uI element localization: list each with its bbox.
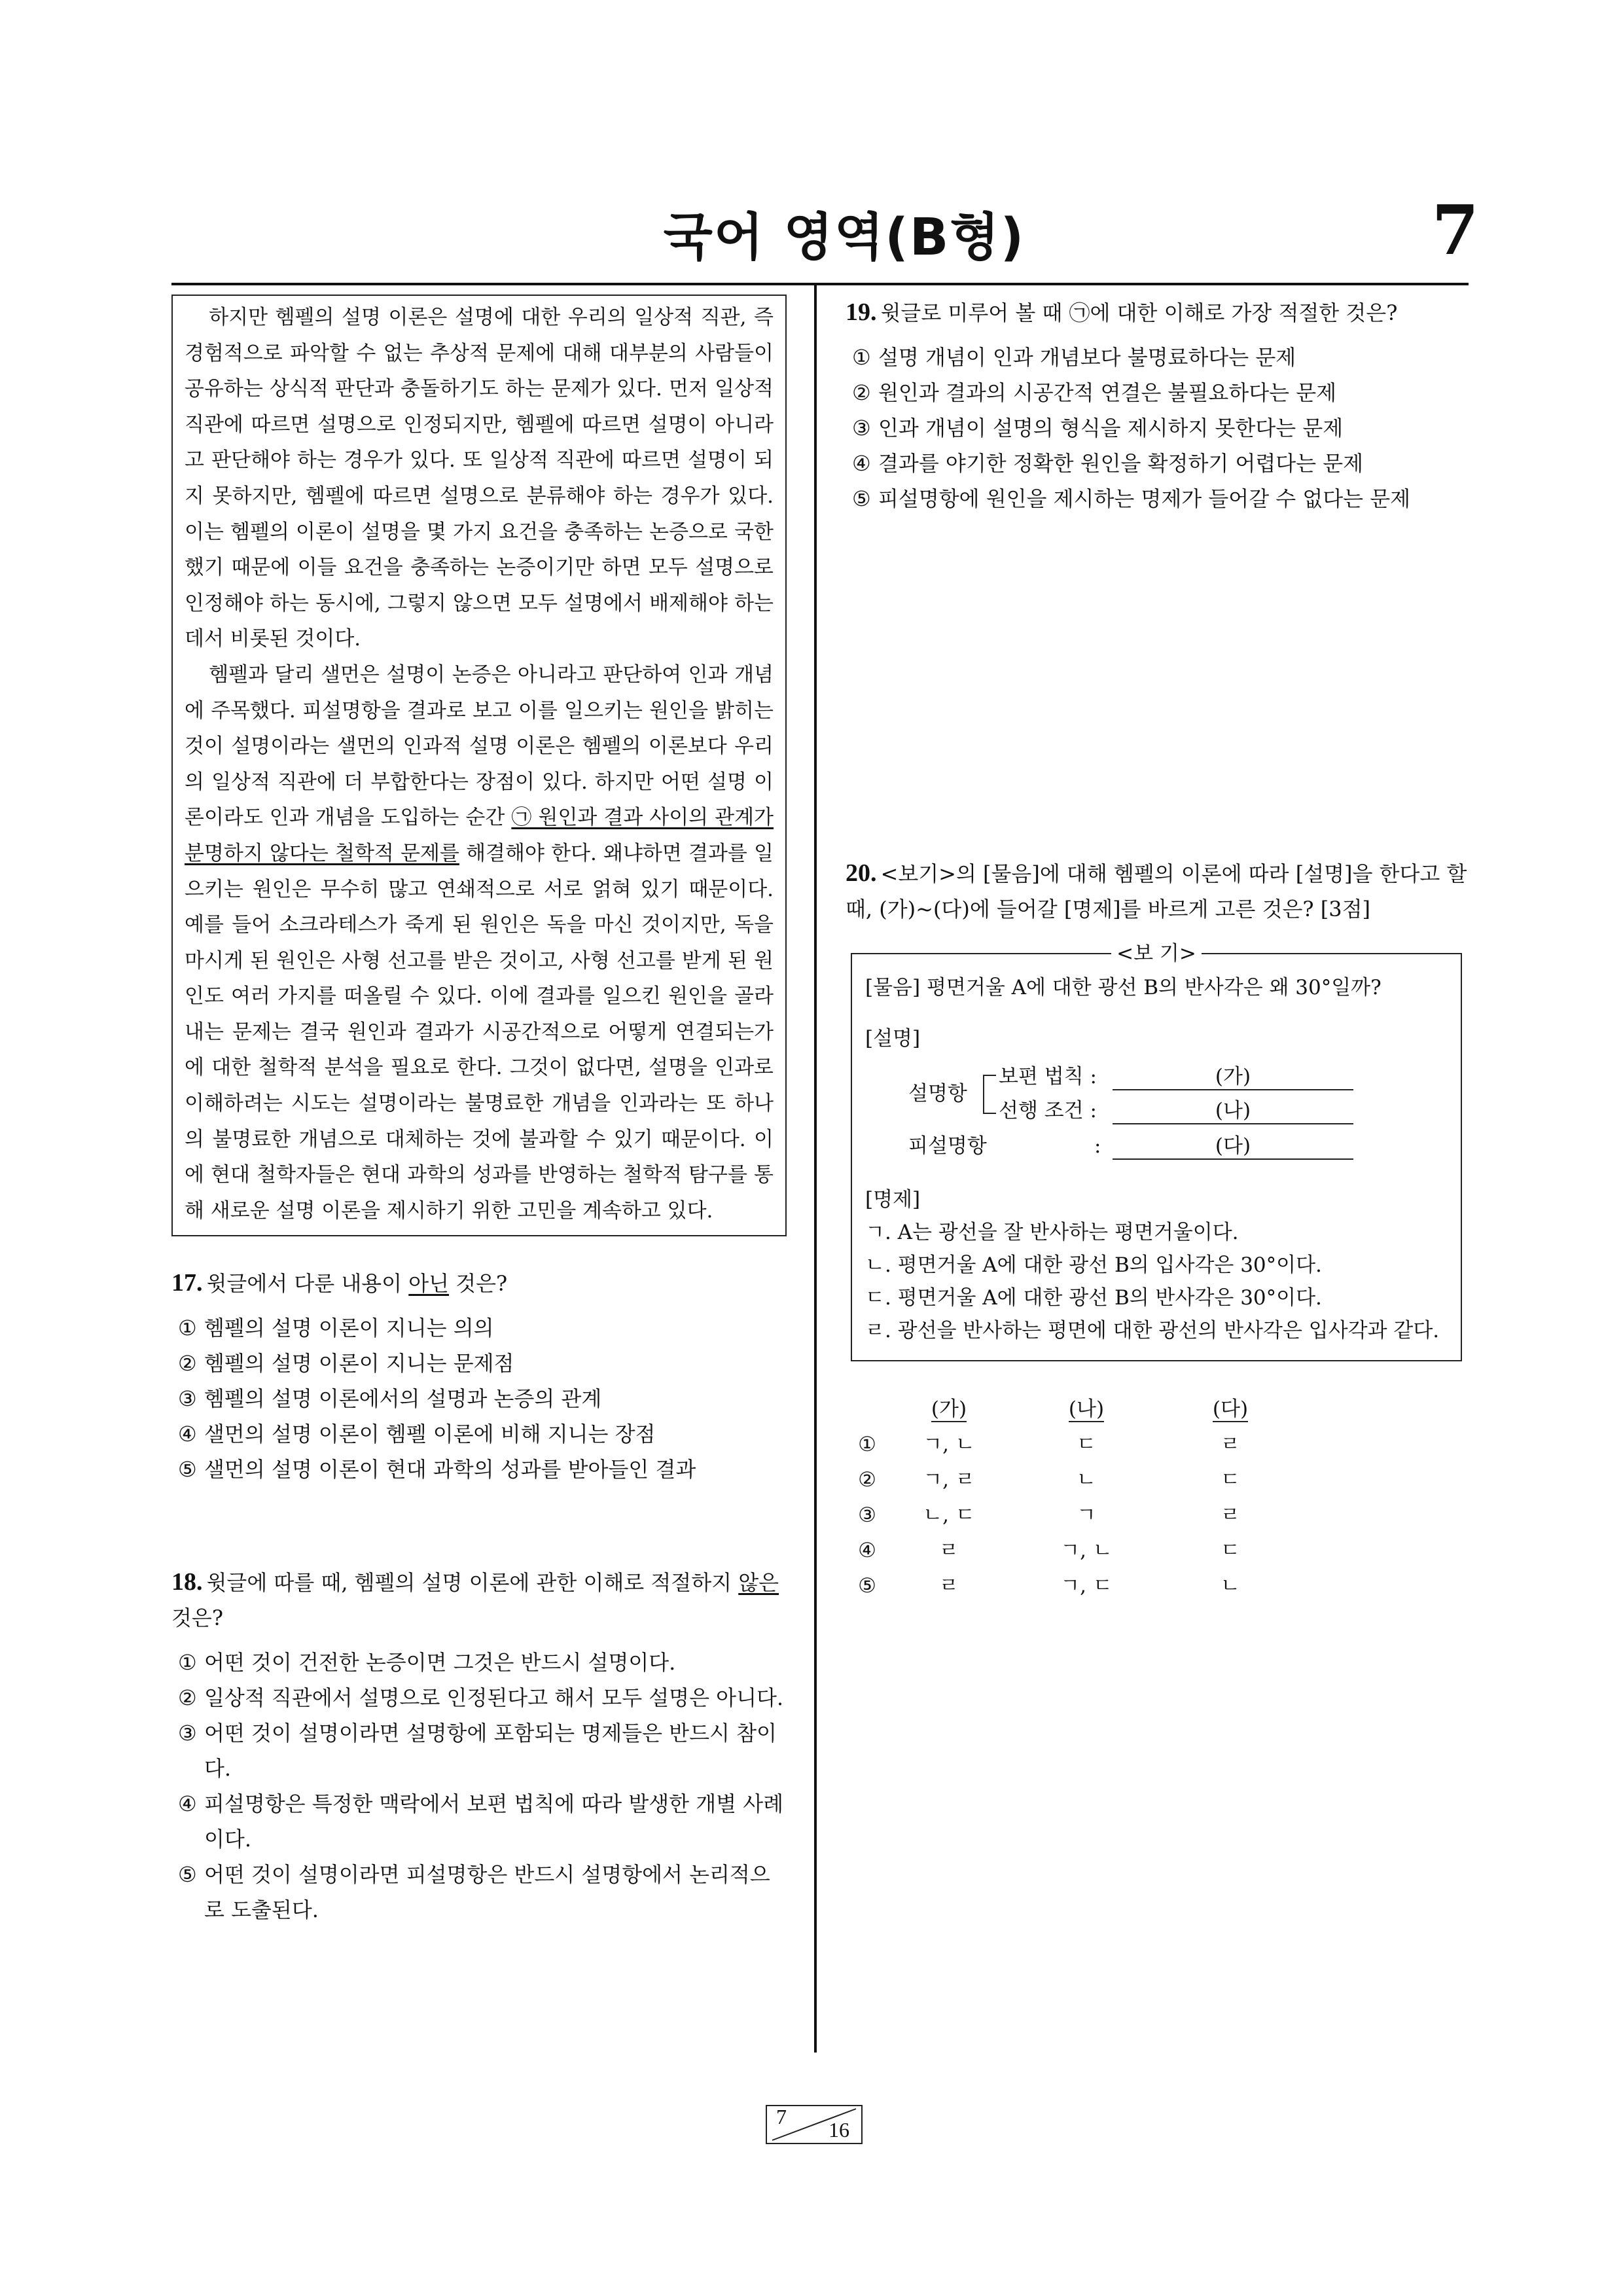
choice-item[interactable]: ④ 결과를 야기한 정확한 원인을 확정하기 어렵다는 문제 — [852, 451, 1364, 476]
example-box — [851, 942, 1462, 1361]
header-rule — [171, 283, 1469, 285]
choice-item[interactable]: ① 어떤 것이 건전한 논증이면 그것은 반드시 설명이다. — [178, 1650, 676, 1676]
proposition-item: ㄴ. 평면거울 A에 대한 광선 B의 입사각은 30°이다. — [865, 1253, 1322, 1277]
inquiry-line: [물음] 평면거울 A에 대한 광선 B의 반사각은 왜 30°일까? — [865, 976, 1382, 999]
blank-a: (가) — [1113, 1060, 1353, 1090]
question-18 — [171, 1564, 787, 1928]
section-title: 국어 영역(B형) — [663, 208, 1026, 267]
passage-paragraph-2: 헴펠과 달리 샐먼은 설명이 논증은 아니라고 판단하여 인과 개념에 주목했다. 피설명항을 결과로 보고 이를 일으키는 원인을 밝히는 것이 설명이라는 샐먼의 인과적 설명 이론은 헴펠의 이론보다 우리의 일상적 직관에 더 부합한다는 장점이 있다. 하지만 어떤 설명 이론이라도 인과 개념을 도입하는 순간 ㉠ 원인과 결과 사이의 관계가 분명하지 않다는 철학적 문제를 해결해야 한다. 왜냐하면 결과를 일으키는 원인은 무수히 많고 연쇄적으로 서로 얽혀 있기 때문이다. 예를 들어 소크라테스가 죽게 된 원인은 독을 마신 것이지만, 독을 마시게 된 원인은 사형 선고를 받은 것이고, 사형 선고를 받게 된 원인도 여러 가지를 떠올릴 수 있다. 이에 결과를 일으킨 원인을 골라내는 문제는 결국 원인과 결과가 시공간적으로 어떻게 연결되는가에 대한 철학적 분석을 필요로 한다. 그것이 없다면, 설명을 인과로 이해하려는 시도는 설명이라는 불명료한 개념을 인과라는 또 하나의 불명료한 개념으로 대체하는 것에 불과할 수 있기 때문이다. 이에 현대 철학자들은 현대 과학의 성과를 반영하는 철학적 탐구를 통해 새로운 설명 이론을 제시하기 위한 고민을 계속하고 있다. — [185, 662, 774, 1223]
column-divider — [814, 285, 817, 2053]
choice-item[interactable]: ③ 어떤 것이 설명이라면 설명항에 포함되는 명제들은 반드시 참이다. — [178, 1721, 777, 1782]
question-number: 20. — [846, 859, 877, 887]
law-label: 보편 법칙 : — [999, 1065, 1097, 1088]
choice-item[interactable]: ④ 피설명항은 특정한 맥락에서 보편 법칙에 따라 발생한 개별 사례이다. — [178, 1791, 784, 1852]
blank-b: (나) — [1113, 1094, 1353, 1124]
answer-option[interactable]: ③ ㄴ, ㄷ ㄱ ㄹ — [858, 1503, 1240, 1527]
proposition-item: ㄱ. A는 광선을 잘 반사하는 평면거울이다. — [865, 1221, 1239, 1244]
answer-option[interactable]: ② ㄱ, ㄹ ㄴ ㄷ — [858, 1468, 1240, 1492]
explanandum-row — [865, 1128, 1454, 1165]
choice-item[interactable]: ⑤ 샐먼의 설명 이론이 현대 과학의 성과를 받아들인 결과 — [178, 1457, 696, 1482]
question-19 — [846, 295, 1474, 516]
choice-item[interactable]: ③ 인과 개념이 설명의 형식을 제시하지 못한다는 문제 — [852, 416, 1344, 440]
choice-list — [171, 1645, 787, 1928]
question-number: 17. — [171, 1269, 203, 1297]
choice-item[interactable]: ③ 헴펠의 설명 이론에서의 설명과 논증의 관계 — [178, 1386, 602, 1412]
question-number: 19. — [846, 298, 877, 326]
passage-paragraph-1: 하지만 헴펠의 설명 이론은 설명에 대한 우리의 일상적 직관, 즉 경험적으로 파악할 수 없는 추상적 문제에 대해 대부분의 사람들이 공유하는 상식적 판단과 충돌하기도 하는 문제가 있다. 먼저 일상적 직관에 따르면 설명으로 인정되지만, 헴펠에 따르면 설명이 아니라고 판단해야 하는 경우가 있다. 또 일상적 직관에 따르면 설명이 되지 못하지만, 헴펠에 따르면 설명으로 분류해야 하는 경우가 있다. 이는 헴펠의 이론이 설명을 몇 가지 요건을 충족하는 논증으로 국한했기 때문에 이들 요건을 충족하는 논증이기만 하면 모두 설명으로 인정해야 하는 동시에, 그렇지 않으면 모두 설명에서 배제해야 하는 데서 비롯된 것이다. — [185, 306, 774, 651]
explanans-block — [865, 1060, 1454, 1128]
question-20 — [846, 855, 1474, 1604]
question-stem: 19. 윗글로 미루어 볼 때 ㉠에 대한 이해로 가장 적절한 것은? — [846, 298, 1398, 326]
underlined-phrase-a: ㉠ 원인과 결과 사이의 관계가 분명하지 않다는 철학적 문제를 — [185, 806, 774, 865]
answer-option[interactable]: ① ㄱ, ㄴ ㄷ ㄹ — [858, 1433, 1240, 1456]
brace-icon — [983, 1075, 996, 1114]
page-counter — [766, 2105, 863, 2144]
choice-item[interactable]: ⑤ 피설명항에 원인을 제시하는 명제가 들어갈 수 없다는 문제 — [852, 486, 1411, 511]
question-17 — [171, 1265, 787, 1487]
right-column — [846, 295, 1474, 1604]
reading-passage — [171, 295, 787, 1236]
question-number: 18. — [171, 1568, 203, 1596]
answer-table — [851, 1391, 1302, 1604]
choice-item[interactable]: ④ 샐먼의 설명 이론이 헴펠 이론에 비해 지니는 장점 — [178, 1422, 656, 1447]
current-page: 7 — [776, 2105, 787, 2128]
total-pages: 16 — [829, 2118, 849, 2142]
choice-item[interactable]: ② 원인과 결과의 시공간적 연결은 불필요하다는 문제 — [852, 380, 1337, 405]
answer-option[interactable]: ④ ㄹ ㄱ, ㄴ ㄷ — [858, 1539, 1240, 1562]
left-column — [171, 295, 787, 1928]
proposition-item: ㄷ. 평면거울 A에 대한 광선 B의 반사각은 30°이다. — [865, 1286, 1322, 1310]
explanandum-label: 피설명항 — [908, 1134, 987, 1158]
proposition-item: ㄹ. 광선을 반사하는 평면에 대한 광선의 반사각은 입사각과 같다. — [865, 1319, 1440, 1342]
choice-list — [846, 340, 1474, 516]
page-number: 7 — [1431, 190, 1479, 270]
answer-table-header: (가) (나) (다) — [931, 1397, 1249, 1421]
question-stem: 18. 윗글에 따를 때, 헴펠의 설명 이론에 관한 이해로 적절하지 않은 것은? — [171, 1568, 779, 1631]
answer-option[interactable]: ⑤ ㄹ ㄱ, ㄷ ㄴ — [858, 1574, 1240, 1598]
choice-item[interactable]: ① 헴펠의 설명 이론이 지니는 의의 — [178, 1316, 494, 1341]
propositions-heading: [명제] — [865, 1188, 921, 1211]
example-box-label: <보 기> — [852, 937, 1461, 970]
choice-item[interactable]: ② 일상적 직관에서 설명으로 인정된다고 해서 모두 설명은 아니다. — [178, 1685, 784, 1711]
condition-label: 선행 조건 : — [999, 1099, 1097, 1122]
choice-list — [171, 1310, 787, 1487]
choice-item[interactable]: ① 설명 개념이 인과 개념보다 불명료하다는 문제 — [852, 345, 1296, 370]
blank-c: (다) — [1113, 1130, 1353, 1160]
explanation-heading: [설명] — [865, 1027, 921, 1050]
question-stem: 20. <보기>의 [물음]에 대해 헴펠의 이론에 따라 [설명]을 한다고 할 때, (가)~(다)에 들어갈 [명제]를 바르게 고른 것은? [3점] — [846, 859, 1467, 922]
explanandum-colon: : — [1094, 1134, 1101, 1158]
question-stem: 17. 윗글에서 다룬 내용이 아닌 것은? — [171, 1269, 508, 1297]
explanans-label: 설명항 — [908, 1082, 967, 1105]
choice-item[interactable]: ② 헴펠의 설명 이론이 지니는 문제점 — [178, 1351, 514, 1376]
choice-item[interactable]: ⑤ 어떤 것이 설명이라면 피설명항은 반드시 설명항에서 논리적으로 도출된다. — [178, 1862, 770, 1923]
